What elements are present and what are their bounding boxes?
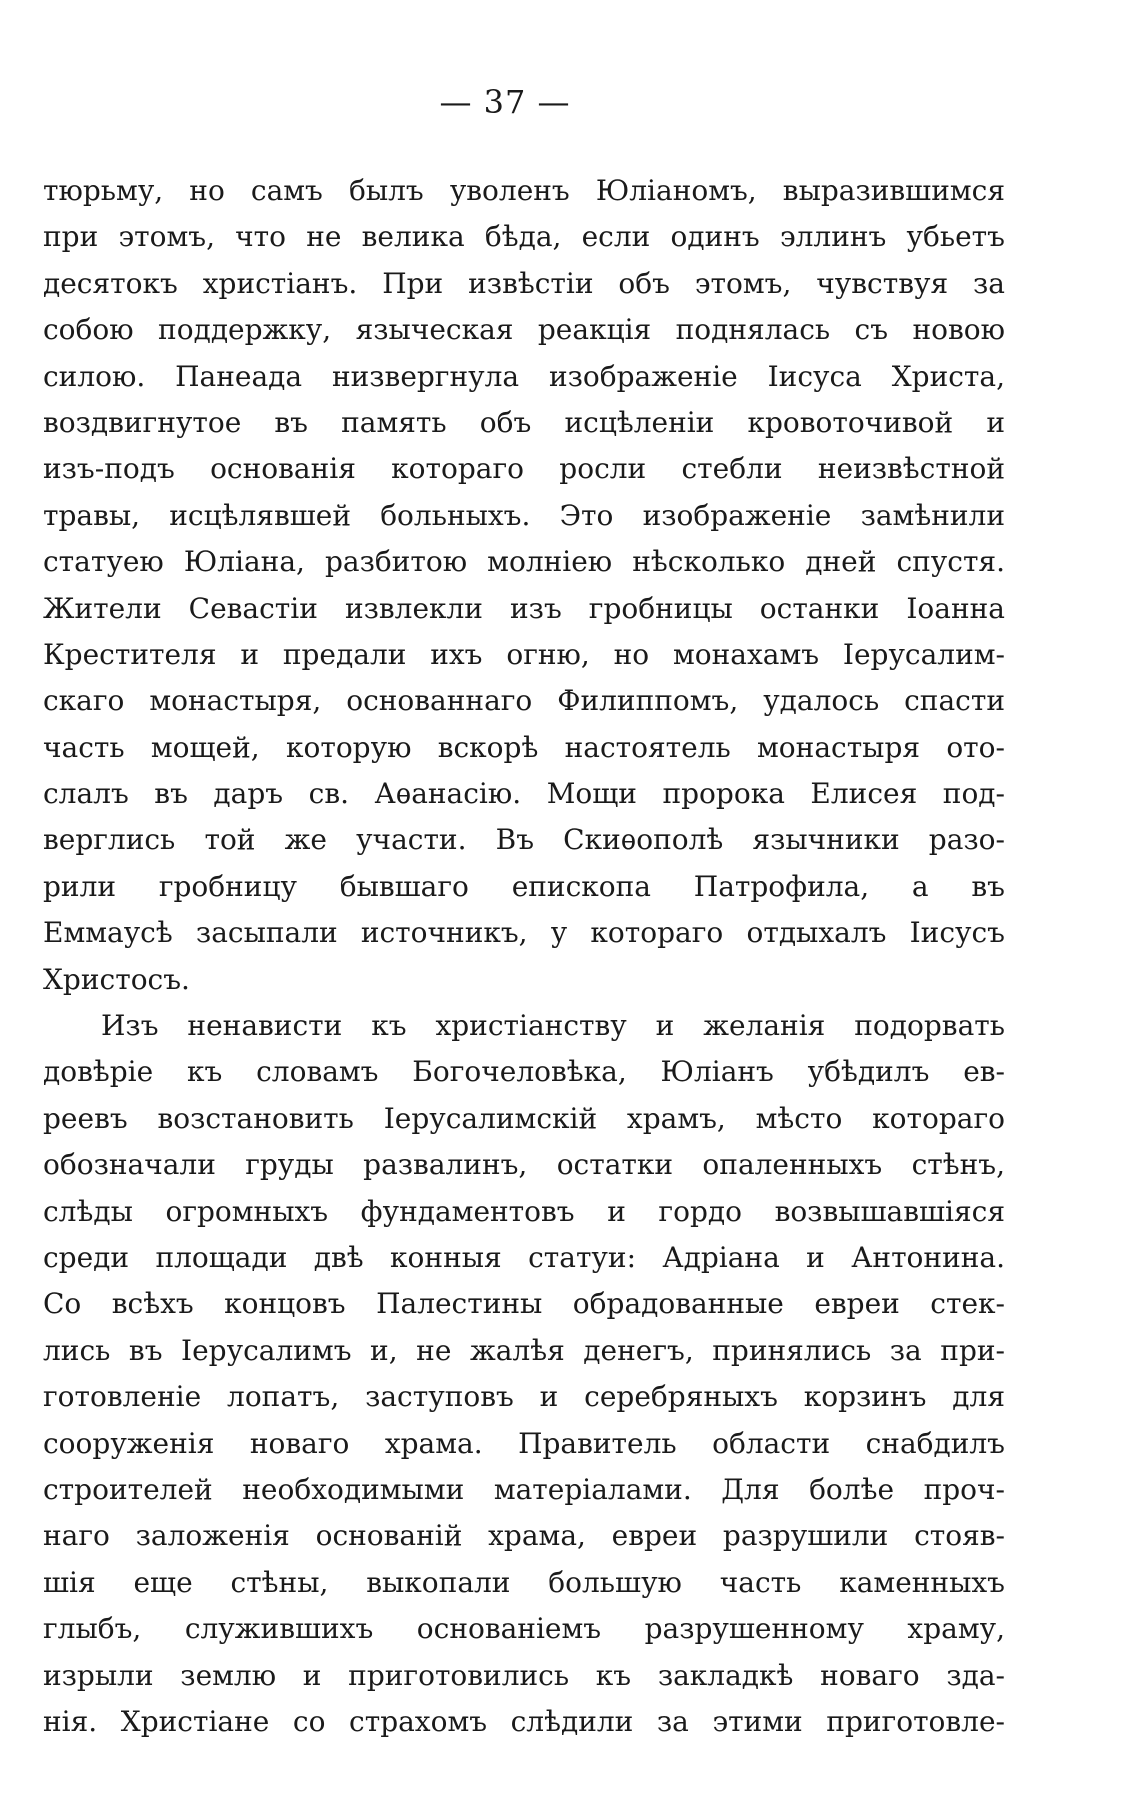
text-line: шія еще стѣны, выкопали большую часть каменныхъ: [43, 1565, 1005, 1599]
text-line: обозначали груды развалинъ, остатки опаленныхъ стѣнъ,: [43, 1148, 1005, 1182]
text-line: наго заложенія основаній храма, евреи разрушили стояв-: [43, 1519, 1005, 1553]
text-line: лись въ Іерусалимъ и, не жалѣя денегъ, принялись за при-: [43, 1333, 1005, 1367]
text-line: верглись той же участи. Въ Скиѳополѣ язычники разо-: [43, 823, 1005, 857]
body-text: [43, 168, 1005, 1745]
text-line: строителей необходимыми матеріалами. Для болѣе проч-: [43, 1472, 1005, 1506]
text-line: сооруженія новаго храма. Правитель области снабдилъ: [43, 1426, 1005, 1460]
text-line: нія. Христіане со страхомъ слѣдили за этими приготовле-: [43, 1704, 1005, 1738]
page-number: — 37 —: [439, 83, 571, 121]
text-line: реевъ возстановить Іерусалимскій храмъ, мѣсто котораго: [43, 1101, 1005, 1135]
text-line: скаго монастыря, основаннаго Филиппомъ, удалось спасти: [43, 684, 1005, 718]
text-line: изъ-подъ основанія котораго росли стебли неизвѣстной: [43, 452, 1005, 486]
text-line: статуею Юліана, разбитою молніею нѣсколько дней спустя.: [43, 545, 1005, 579]
text-line: среди площади двѣ конныя статуи: Адріана и Антонина.: [43, 1240, 1005, 1274]
text-line: Жители Севастіи извлекли изъ гробницы останки Іоанна: [43, 591, 1005, 625]
text-line: травы, исцѣлявшей больныхъ. Это изображеніе замѣнили: [43, 498, 1005, 532]
paragraph-2: [43, 1003, 1005, 1745]
text-line: собою поддержку, языческая реакція поднялась съ новою: [43, 313, 1005, 347]
text-line: Еммаусѣ засыпали источникъ, у котораго отдыхалъ Іисусъ: [43, 916, 1005, 950]
text-line: глыбъ, служившихъ основаніемъ разрушенному храму,: [43, 1612, 1005, 1646]
text-line: десятокъ христіанъ. При извѣстіи объ этомъ, чувствуя за: [43, 266, 1005, 300]
text-line: тюрьму, но самъ былъ уволенъ Юліаномъ, выразившимся: [43, 174, 1005, 207]
text-line: слѣды огромныхъ фундаментовъ и гордо возвышавшіяся: [43, 1194, 1005, 1228]
text-line: Христосъ.: [43, 962, 190, 996]
text-line: силою. Панеада низвергнула изображеніе Іисуса Христа,: [43, 359, 1005, 393]
text-line: Крестителя и предали ихъ огню, но монахамъ Іерусалим-: [43, 637, 1005, 671]
text-line: готовленіе лопатъ, заступовъ и серебряныхъ корзинъ для: [43, 1380, 1005, 1414]
text-line: изрыли землю и приготовились къ закладкѣ новаго зда-: [43, 1658, 1005, 1692]
text-line: слалъ въ даръ св. Аѳанасію. Мощи пророка Елисея под-: [43, 777, 1005, 811]
text-line: при этомъ, что не велика бѣда, если одинъ эллинъ убьетъ: [43, 220, 1005, 254]
text-line: довѣріе къ словамъ Богочеловѣка, Юліанъ убѣдилъ ев-: [43, 1055, 1005, 1089]
text-line: воздвигнутое въ память объ исцѣленіи кровоточивой и: [43, 405, 1005, 439]
text-line: Изъ ненависти къ христіанству и желанія подорвать: [101, 1009, 1005, 1043]
text-line: часть мощей, которую вскорѣ настоятель монастыря ото-: [43, 730, 1005, 764]
text-line: Со всѣхъ концовъ Палестины обрадованные евреи стек-: [43, 1287, 1005, 1321]
text-line: рили гробницу бывшаго епископа Патрофила, а въ: [43, 869, 1005, 903]
paragraph-1: [43, 168, 1005, 1003]
